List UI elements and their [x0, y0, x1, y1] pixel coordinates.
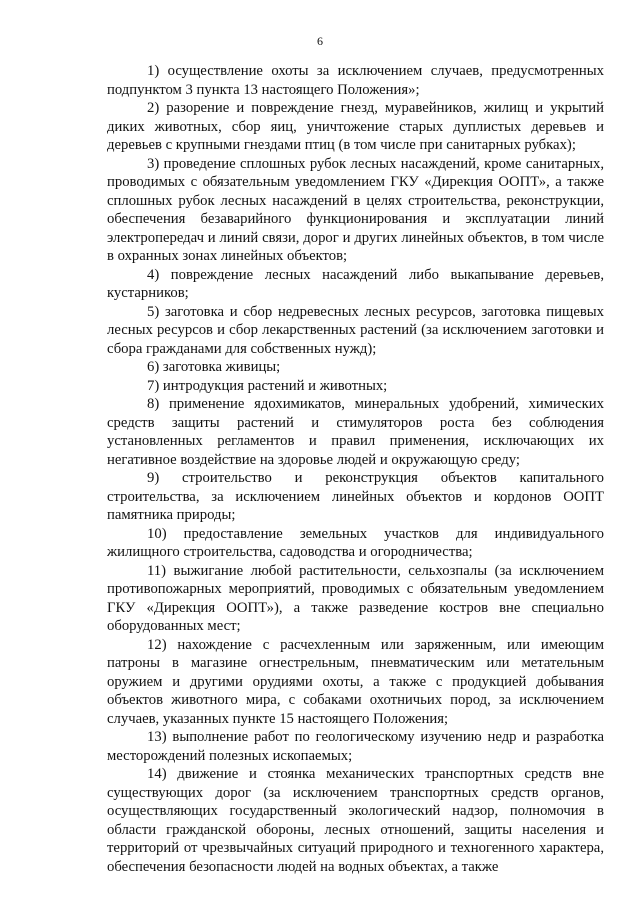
list-item: 9) строительство и реконструкция объектов капитального строительства, за исключением линейных объектов и кордонов ООПТ памятника природы;	[107, 470, 604, 523]
list-item: 4) повреждение лесных насаждений либо выкапывание деревьев, кустарников;	[107, 266, 604, 301]
list-item: 10) предоставление земельных участков для индивидуального жилищного строительства, садоводства и огородничества;	[107, 525, 604, 560]
list-item: 12) нахождение с расчехленным или заряженным, или имеющим патроны в магазине огнестрельным, пневматическим или метательным оружием и другими орудиями охоты, а также с продукцией добывания объектов животного мира, с собаками охотничьих пород, за исключением случаев, указанных пункте 15 настоящего Положения;	[107, 636, 604, 727]
list-item: 11) выжигание любой растительности, сельхозпалы (за исключением противопожарных мероприятий, проводимых с обязательным уведомлением ГКУ «Дирекция ООПТ»), а также разведение костров вне специально оборудованных мест;	[107, 562, 604, 634]
list-item: 2) разорение и повреждение гнезд, муравейников, жилищ и укрытий диких животных, сбор яиц, уничтожение старых дуплистых деревьев и деревьев с крупными гнездами птиц (в том числе при санитарных рубках);	[107, 100, 604, 153]
list-item: 14) движение и стоянка механических транспортных средств вне существующих дорог (за исключением транспортных средств органов, осуществляющих государственный экологический надзор, полномочия в области гражданской обороны, лесных отношений, защиты населения и территорий от чрезвычайных ситуаций природного и техногенного характера, обеспечения безопасности людей на водных объектах, а также	[107, 766, 604, 875]
list-item: 13) выполнение работ по геологическому изучению недр и разработка месторождений полезных ископаемых;	[107, 729, 604, 764]
page-number: 6	[317, 34, 323, 48]
list-item: 8) применение ядохимикатов, минеральных удобрений, химических средств защиты растений и стимуляторов роста без соблюдения установленных регламентов и правил применения, исключающих их негативное воздействие на здоровье людей и окружающую среду;	[107, 396, 604, 468]
list-item: 1) осуществление охоты за исключением случаев, предусмотренных подпунктом 3 пункта 13 настоящего Положения»;	[107, 63, 604, 98]
list-item: 3) проведение сплошных рубок лесных насаждений, кроме санитарных, проводимых с обязательным уведомлением ГКУ «Дирекция ООПТ», а также сплошных рубок лесных насаждений в целях строительства, реконструкции, обеспечения безаварийного функционирования и эксплуатации линий электропередач и линий связи, дорог и других линейных объектов, в том числе в охранных зонах линейных объектов;	[107, 155, 604, 264]
document-body	[107, 62, 604, 876]
list-item: 5) заготовка и сбор недревесных лесных ресурсов, заготовка пищевых лесных ресурсов и сбор лекарственных растений (за исключением заготовки и сбора гражданами для собственных нужд);	[107, 303, 604, 357]
list-item: 6) заготовка живицы;	[147, 359, 281, 375]
list-item: 7) интродукция растений и животных;	[147, 377, 388, 394]
